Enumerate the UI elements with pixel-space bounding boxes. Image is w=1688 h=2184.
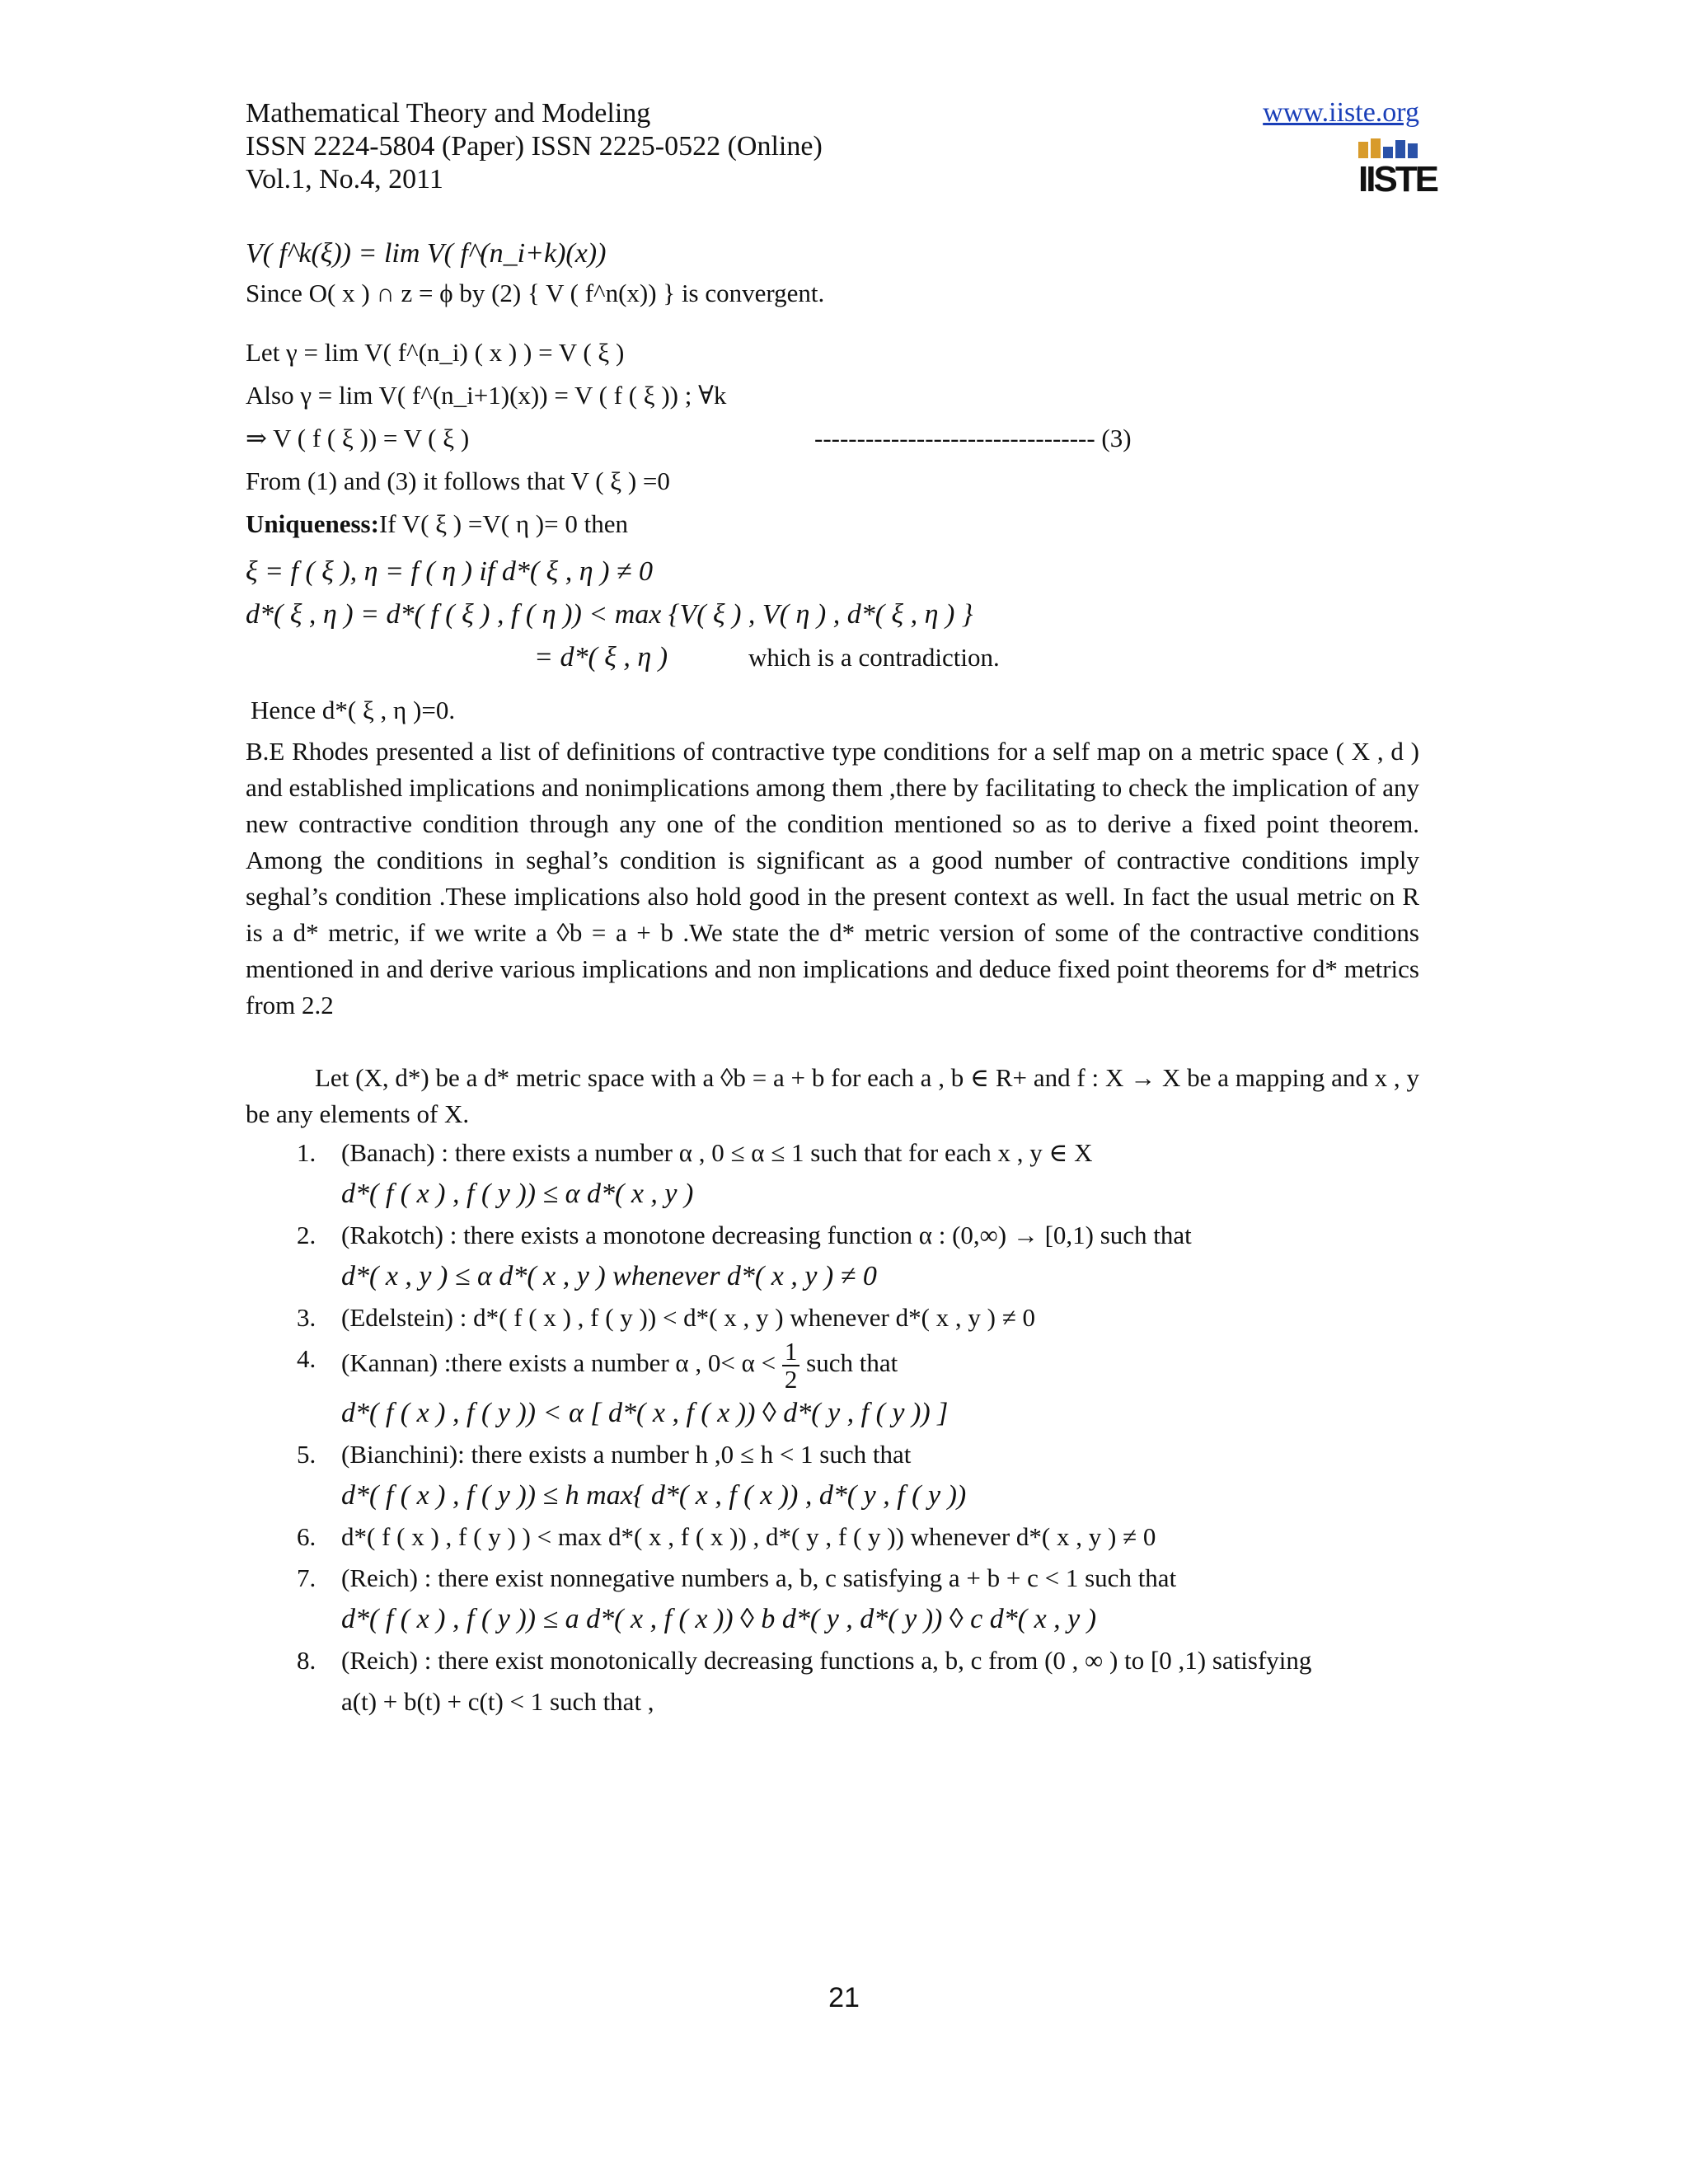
journal-volume: Vol.1, No.4, 2011 [246, 164, 443, 194]
list-item: 7. (Reich) : there exist nonnegative numbers a, b, c satisfying a + b + c < 1 such that d*( f ( x ) , f ( y )) ≤ a d*( x , f ( x )) ◊ b d*( y , d*( y )) ◊ c d*( x , y ) [297, 1563, 1177, 1634]
text-line: Also γ = lim V( f^(n_i+1)(x)) = V ( f ( ξ )) ; ∀k [246, 381, 727, 410]
text-line: Let γ = lim V( f^(n_i) ( x ) ) = V ( ξ ) [246, 338, 625, 367]
list-item: 8. (Reich) : there exist monotonically decreasing functions a, b, c from (0 , ∞ ) to [0 ,1) satisfying a(t) + b(t) + c(t) < 1 such that , [297, 1646, 1312, 1716]
logo-bars-icon [1358, 138, 1423, 158]
fraction-one-half: $\frac{1}{2}$ [782, 1338, 800, 1393]
main-content [246, 232, 1419, 1722]
journal-url-link[interactable]: www.iiste.org [1263, 97, 1419, 128]
text-line [246, 636, 1419, 679]
uniqueness-text: If V( ξ ) =V( η )= 0 then [378, 509, 628, 538]
journal-title: Mathematical Theory and Modeling [246, 98, 651, 129]
text-line: Since O( x ) ∩ z = ϕ by (2) { V ( f^n(x)) } is convergent. [246, 279, 825, 307]
uniqueness-heading: Uniqueness: [246, 509, 379, 538]
list-item: 6. d*( f ( x ) , f ( y ) ) < max d*( x , f ( x )) , d*( y , f ( y )) whenever d*( x , y ) ≠ 0 [297, 1522, 1156, 1551]
intro-paragraph [246, 1060, 1419, 1132]
equation-line: ξ = f ( ξ ), η = f ( η ) if d*( ξ , η ) ≠ 0 [246, 556, 654, 587]
text-line [246, 417, 1419, 460]
iiste-logo [1358, 138, 1437, 206]
logo-text: IISTE [1358, 159, 1437, 199]
equation-result: = d*( ξ , η ) [534, 642, 668, 673]
list-item: 1. (Banach) : there exists a number α , 0 ≤ α ≤ 1 such that for each x , y ∈ X d*( f ( x ) , f ( y )) ≤ α d*( x , y ) [297, 1138, 1093, 1209]
journal-header [246, 97, 823, 196]
intro-text: Let (X, d*) be a d* metric space with a ◊b = a + b for each a , b ∈ R+ and f : X → X be a mapping and x , y be any elements of X. [246, 1063, 1419, 1128]
conditions-list [246, 1132, 1419, 1722]
list-item: 3. (Edelstein) : d*( f ( x ) , f ( y )) < d*( x , y ) whenever d*( x , y ) ≠ 0 [297, 1303, 1035, 1332]
list-item: 2. (Rakotch) : there exists a monotone decreasing function α : (0,∞) → [0,1) such that d*( x , y ) ≤ α d*( x , y ) whenever d*( x , y ) ≠ 0 [297, 1221, 1192, 1291]
body-paragraph [246, 733, 1419, 1024]
equation-tag: --------------------------------- (3) [814, 424, 1132, 452]
text-line [246, 503, 1419, 546]
implication-text: ⇒ V ( f ( ξ )) = V ( ξ ) [246, 424, 470, 452]
text-line: Hence d*( ξ , η )=0. [251, 696, 456, 724]
journal-issn: ISSN 2224-5804 (Paper) ISSN 2225-0522 (Online) [246, 131, 823, 162]
list-item: 5. (Bianchini): there exists a number h ,0 ≤ h < 1 such that d*( f ( x ) , f ( y )) ≤ h max{ d*( x , f ( x )) , d*( y , f ( y )) [297, 1440, 967, 1511]
page-number: 21 [828, 1982, 860, 2013]
paragraph-text: B.E Rhodes presented a list of definitions of contractive type conditions for a self map on a metric space ( X , d ) and established implications and nonimplications among them ,there by facilitating to check the implication of any new contractive condition through any one of the condition mentioned so as to derive a fixed point theorem. Among the conditions in seghal’s condition is significant as a good number of contractive conditions imply seghal’s condition .These implications also hold good in the present context as well. In fact the usual metric on R is a d* metric, if we write a ◊b = a + b .We state the d* metric version of some of the contractive conditions mentioned in and derive various implications and non implications and deduce fixed point theorems for d* metrics from 2.2 [246, 737, 1419, 1019]
equation-line: d*( ξ , η ) = d*( f ( ξ ) , f ( η )) < max {V( ξ ) , V( η ) , d*( ξ , η ) } [246, 599, 973, 630]
list-item: 4. (Kannan) :there exists a number α , 0< α < $\frac{1}{2}$ such that d*( f ( x ) , f ( y )) < α [ d*( x , f ( x )) ◊ d*( y , f ( y )) ] [297, 1337, 949, 1428]
text-line: From (1) and (3) it follows that V ( ξ ) =0 [246, 466, 670, 495]
equation-line: V( f^k(ξ)) = lim V( f^(n_i+k)(x)) [246, 238, 607, 269]
contradiction-note: which is a contradiction. [748, 643, 1000, 672]
